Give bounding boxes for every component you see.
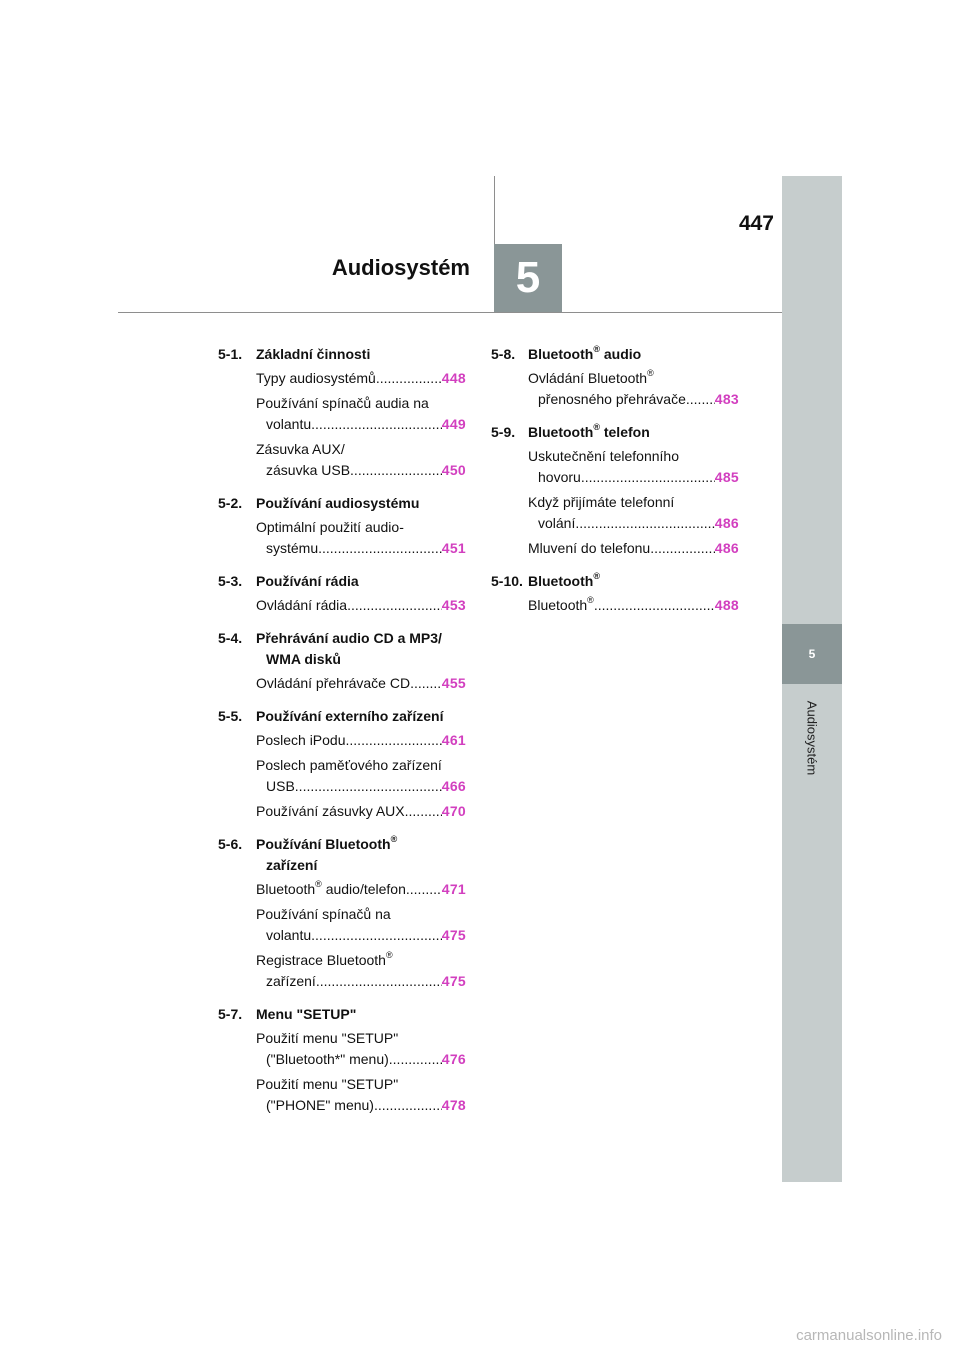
- section-title: [256, 493, 466, 514]
- page-ref[interactable]: 470: [441, 803, 466, 819]
- entry-text: Bluetooth: [528, 597, 588, 613]
- toc-section-heading: [491, 422, 739, 443]
- registered-mark: ®: [593, 422, 600, 433]
- registered-mark: ®: [647, 368, 654, 379]
- entry-text: Ovládání Bluetooth: [528, 370, 648, 386]
- section-number: 5-10.: [491, 573, 523, 589]
- page-ref[interactable]: 485: [714, 469, 739, 485]
- entry-text-line1: [256, 755, 466, 776]
- entry-text-line1: [256, 517, 466, 538]
- section-number: 5-1.: [218, 346, 243, 362]
- side-tab-chapter-number[interactable]: 5: [782, 624, 842, 684]
- entry-row: [528, 538, 739, 559]
- side-tab-label: Audiosystém: [804, 700, 820, 776]
- entry-text-line1: [256, 1074, 466, 1095]
- entry-row: [256, 673, 466, 694]
- toc-entry-link[interactable]: [256, 950, 466, 992]
- entry-row: [256, 925, 466, 946]
- toc-section-heading: [218, 628, 466, 670]
- section-title-text: Používání audiosystému: [256, 495, 420, 511]
- entry-text-wrap: [528, 595, 594, 616]
- entry-row: [256, 1095, 466, 1116]
- registered-mark: ®: [593, 571, 600, 582]
- section-title: [256, 1004, 466, 1025]
- section-title-line2: WMA disků: [266, 651, 341, 667]
- entry-text: Poslech iPodu: [256, 732, 346, 748]
- entry-text: Používání spínačů na: [256, 906, 391, 922]
- section-title: [528, 422, 739, 443]
- entry-text-line2: systému: [266, 540, 319, 556]
- entry-text: Zásuvka AUX/: [256, 441, 345, 457]
- dot-leader: [350, 460, 442, 481]
- toc-right-column: [491, 344, 739, 628]
- entry-text-line2: volantu: [266, 927, 312, 943]
- toc-left-column: [218, 344, 466, 1128]
- section-title-text: Základní činnosti: [256, 346, 371, 362]
- section-number: 5-6.: [218, 836, 243, 852]
- toc-section-heading: [218, 571, 466, 592]
- entry-text-line2: ("Bluetooth*" menu): [266, 1051, 389, 1067]
- entry-text-line2: zásuvka USB: [266, 462, 351, 478]
- page-ref[interactable]: 478: [441, 1097, 466, 1113]
- entry-text: Použití menu "SETUP": [256, 1076, 399, 1092]
- page-ref[interactable]: 486: [714, 540, 739, 556]
- section-title-text: Bluetooth: [528, 346, 594, 362]
- entry-text: Uskutečnění telefonního: [528, 448, 679, 464]
- entry-text-wrap: [256, 801, 405, 822]
- page-ref[interactable]: 453: [441, 597, 466, 613]
- toc-entry-link[interactable]: [528, 538, 739, 559]
- section-number: 5-2.: [218, 495, 243, 511]
- page-ref[interactable]: 451: [441, 540, 466, 556]
- dot-leader: [347, 595, 442, 616]
- entry-text: Když přijímáte telefonní: [528, 494, 675, 510]
- section-title-text: Menu "SETUP": [256, 1006, 357, 1022]
- dot-leader: [318, 538, 442, 559]
- chapter-number-box: 5: [494, 244, 562, 312]
- entry-text-line1: [528, 368, 739, 389]
- section-title-suffix: audio: [599, 346, 642, 362]
- toc-section-heading: [491, 344, 739, 365]
- entry-row: [256, 776, 466, 797]
- entry-row: [256, 595, 466, 616]
- dot-leader: [581, 467, 715, 488]
- entry-text: Ovládání rádia: [256, 597, 348, 613]
- section-number: 5-9.: [491, 424, 516, 440]
- registered-mark: ®: [593, 344, 600, 355]
- toc-entry-link[interactable]: [528, 446, 739, 488]
- section-title: [256, 706, 466, 727]
- section-title-text: Bluetooth: [528, 573, 594, 589]
- dot-leader: [311, 925, 442, 946]
- page-ref[interactable]: 455: [441, 675, 466, 691]
- entry-text-line1: [528, 446, 739, 467]
- section-title: [528, 344, 739, 365]
- page-ref[interactable]: 450: [441, 462, 466, 478]
- entry-text-line2: volantu: [266, 416, 312, 432]
- dot-leader: [594, 595, 715, 616]
- entry-text-line2: přenosného přehrávače: [538, 391, 686, 407]
- toc-section-heading: [218, 493, 466, 514]
- header-vertical-rule: [494, 176, 495, 244]
- section-number: 5-4.: [218, 630, 243, 646]
- page-ref[interactable]: 448: [441, 370, 466, 386]
- entry-text-wrap: [256, 368, 376, 389]
- entry-text-suffix: audio/telefon: [321, 881, 406, 897]
- entry-text-line1: [256, 904, 466, 925]
- entry-text: Používání zásuvky AUX: [256, 803, 405, 819]
- dot-leader: [316, 971, 442, 992]
- page-title: Audiosystém: [331, 255, 470, 280]
- section-title: [256, 344, 466, 365]
- entry-text-wrap: [256, 730, 346, 751]
- entry-text-line2: zařízení: [266, 973, 316, 989]
- section-title-line2: zařízení: [266, 857, 318, 873]
- toc-entry-link[interactable]: [256, 879, 466, 900]
- entry-text-line1: [528, 492, 739, 513]
- entry-text: Registrace Bluetooth: [256, 952, 386, 968]
- toc-entry-link[interactable]: [256, 1028, 466, 1070]
- page-ref[interactable]: 466: [441, 778, 466, 794]
- toc-entry-link[interactable]: [528, 595, 739, 616]
- section-title-text: Přehrávání audio CD a MP3/: [256, 630, 442, 646]
- entry-text-line2: hovoru: [538, 469, 581, 485]
- section-number: 5-8.: [491, 346, 516, 362]
- toc-section-heading: [218, 344, 466, 365]
- entry-text: Optimální použití audio-: [256, 519, 404, 535]
- registered-mark: ®: [587, 595, 594, 606]
- entry-text-line1: [256, 393, 466, 414]
- toc-entry-link[interactable]: [256, 393, 466, 435]
- dot-leader: [410, 673, 442, 694]
- entry-row: [256, 538, 466, 559]
- section-title-text: Používání externího zařízení: [256, 708, 444, 724]
- entry-row: [256, 460, 466, 481]
- section-title: [256, 834, 466, 876]
- section-title: [528, 571, 739, 592]
- page-ref[interactable]: 483: [714, 391, 739, 407]
- entry-text-line2: USB: [266, 778, 295, 794]
- section-title: [256, 628, 466, 670]
- page-ref[interactable]: 449: [441, 416, 466, 432]
- entry-text: Bluetooth: [256, 881, 316, 897]
- entry-text: Typy audiosystémů: [256, 370, 376, 386]
- section-title: [256, 571, 466, 592]
- dot-leader: [376, 368, 442, 389]
- header-horizontal-rule: [118, 312, 782, 313]
- entry-text: Používání spínačů audia na: [256, 395, 429, 411]
- dot-leader: [406, 879, 442, 900]
- toc-entry-link[interactable]: [256, 904, 466, 946]
- toc-section-heading: [218, 834, 466, 876]
- entry-text: Ovládání přehrávače CD: [256, 675, 411, 691]
- registered-mark: ®: [315, 879, 322, 890]
- entry-row: [256, 971, 466, 992]
- entry-text-line1: [256, 950, 466, 971]
- watermark: carmanualsonline.info: [796, 1327, 942, 1344]
- dot-leader: [374, 1095, 442, 1116]
- dot-leader: [405, 801, 442, 822]
- entry-text-line1: [256, 439, 466, 460]
- page-number: 447: [738, 212, 774, 235]
- registered-mark: ®: [385, 950, 393, 961]
- entry-text: Použití menu "SETUP": [256, 1030, 399, 1046]
- toc-entry-link[interactable]: [256, 730, 466, 751]
- entry-text: Mluvení do telefonu: [528, 540, 651, 556]
- section-title-text: Bluetooth: [528, 424, 594, 440]
- dot-leader: [686, 389, 715, 410]
- entry-text-line2: ("PHONE" menu): [266, 1097, 374, 1113]
- entry-text: Poslech paměťového zařízení: [256, 757, 442, 773]
- section-number: 5-5.: [218, 708, 243, 724]
- entry-row: [256, 368, 466, 389]
- toc-entry-link[interactable]: [256, 673, 466, 694]
- toc-entry-link[interactable]: [256, 368, 466, 389]
- dot-leader: [311, 414, 442, 435]
- registered-mark: ®: [390, 834, 398, 845]
- section-title-text: Používání rádia: [256, 573, 359, 589]
- toc-section-heading: [218, 1004, 466, 1025]
- entry-row: [256, 1049, 466, 1070]
- entry-row: [528, 389, 739, 410]
- dot-leader: [575, 513, 714, 534]
- dot-leader: [346, 730, 442, 751]
- entry-row: [256, 414, 466, 435]
- dot-leader: [389, 1049, 442, 1070]
- entry-row: [528, 467, 739, 488]
- entry-row: [528, 513, 739, 534]
- toc-section-heading: [491, 571, 739, 592]
- section-title-suffix: telefon: [599, 424, 650, 440]
- toc-section-heading: [218, 706, 466, 727]
- dot-leader: [295, 776, 442, 797]
- toc-entry-link[interactable]: [256, 1074, 466, 1116]
- page-ref[interactable]: 476: [441, 1051, 466, 1067]
- page-ref[interactable]: 488: [714, 597, 739, 613]
- entry-text-line1: [256, 1028, 466, 1049]
- toc-entry-link[interactable]: [256, 755, 466, 797]
- toc-entry-link[interactable]: [528, 492, 739, 534]
- entry-row: [528, 595, 739, 616]
- page-ref[interactable]: 475: [441, 973, 466, 989]
- dot-leader: [650, 538, 715, 559]
- entry-row: [256, 879, 466, 900]
- page-ref[interactable]: 486: [714, 515, 739, 531]
- toc-entry-link[interactable]: [528, 368, 739, 410]
- toc-entry-link[interactable]: [256, 517, 466, 559]
- entry-text-wrap: [256, 879, 406, 900]
- entry-text-wrap: [256, 595, 347, 616]
- entry-row: [256, 730, 466, 751]
- section-number: 5-3.: [218, 573, 243, 589]
- entry-text-wrap: [528, 538, 650, 559]
- section-number: 5-7.: [218, 1006, 243, 1022]
- section-title-text: Používání Bluetooth: [256, 836, 391, 852]
- page-ref[interactable]: 471: [441, 881, 466, 897]
- toc-entry-link[interactable]: [256, 801, 466, 822]
- page-ref[interactable]: 475: [441, 927, 466, 943]
- toc-entry-link[interactable]: [256, 595, 466, 616]
- entry-text-wrap: [256, 673, 410, 694]
- entry-row: [256, 801, 466, 822]
- page-ref[interactable]: 461: [441, 732, 466, 748]
- entry-text-line2: volání: [538, 515, 576, 531]
- toc-entry-link[interactable]: [256, 439, 466, 481]
